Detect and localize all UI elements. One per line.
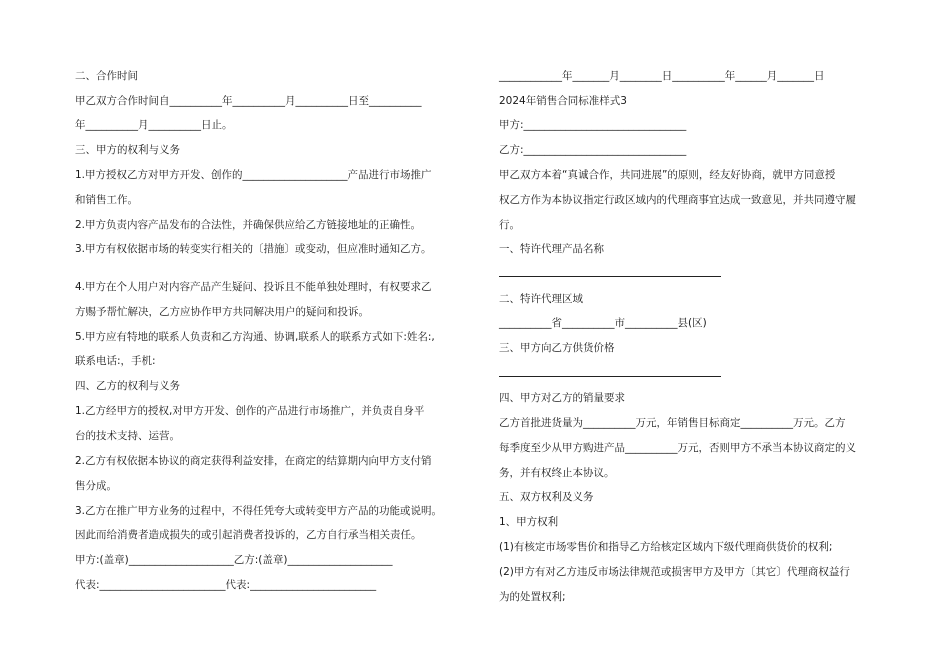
date-line: ____________年_______月________日__________年______月_______日 [499,70,825,82]
text-line: 1.乙方经甲方的授权,对甲方开发、创作的产品进行市场推广，并负责自身平 [75,405,425,417]
heading-party-a-rights: 三、甲方的权利与义务 [75,144,180,156]
party-a-field: 甲方:_______________________________ [499,119,687,131]
right-column [475,0,925,672]
text-line: 因此而给消费者造成损失的或引起消费者投诉的，乙方自行承当相关责任。 [75,529,422,541]
subheading-party-a-rights: 1、甲方权利 [499,516,559,528]
text-line: 联系电话:，手机: [75,355,156,367]
representative-line: 代表:________________________代表:________________________ [75,579,377,591]
blank-line [499,276,721,277]
signature-line: 甲方:(盖章)____________________乙方:(盖章)____________________ [75,554,393,566]
text-line: 为的处置权利; [499,591,566,603]
text-line: 年__________月__________日止。 [75,119,233,131]
heading-supply-price: 三、甲方向乙方供货价格 [499,342,615,354]
text-line: 和销售工作。 [75,194,138,206]
text-line: 3.甲方有权依据市场的转变实行相关的〔措施〕或变动，但应准时通知乙方。 [75,243,432,255]
party-b-field: 乙方:_______________________________ [499,144,687,156]
text-line: 甲乙双方合作时间自__________年__________月__________日至__________ [75,95,422,107]
text-line: 4.甲方在个人用户对内容产品产生疑问、投诉且不能单独处理时，有权要求乙 [75,281,432,293]
heading-sales-requirement: 四、甲方对乙方的销量要求 [499,392,625,404]
heading-cooperation-period: 二、合作时间 [75,70,138,82]
heading-product-name: 一、特许代理产品名称 [499,243,604,255]
heading-party-b-rights: 四、乙方的权利与义务 [75,380,180,392]
left-column [0,0,450,672]
document-title: 2024年销售合同标准样式3 [499,95,627,107]
text-line: 2.甲方负责内容产品发布的合法性，并确保供应给乙方链接地址的正确性。 [75,219,422,231]
text-line: 每季度至少从甲方购进产品__________万元，否则甲方不承当本协议商定的义 [499,442,856,454]
text-line: 台的技术支持、运营。 [75,430,180,442]
text-line: (2)甲方有对乙方违反市场法律规范或损害甲方及甲方〔其它〕代理商权益行 [499,566,850,578]
text-line: (1)有核定市场零售价和指导乙方给核定区域内下级代理商供货价的权利; [499,541,833,553]
heading-rights-obligations: 五、双方权利及义务 [499,491,594,503]
text-line: 甲乙双方本着“真诚合作，共同进展”的原则，经友好协商，就甲方同意授 [499,169,836,181]
text-line: 3.乙方在推广甲方业务的过程中，不得任凭夸大或转变甲方产品的功能或说明。 [75,505,443,517]
text-line: 方赐予帮忙解决，乙方应协作甲方共同解决用户的疑问和投诉。 [75,306,369,318]
text-line: 2.乙方有权依据本协议的商定获得利益安排，在商定的结算期内向甲方支付销 [75,455,432,467]
text-line: 5.甲方应有特地的联系人负责和乙方沟通、协调,联系人的联系方式如下:姓名:, [75,331,435,343]
text-line: 售分成。 [75,480,117,492]
text-line: 务，并有权终止本协议。 [499,467,615,479]
region-field: __________省__________市__________县(区) [499,317,707,329]
text-line: 行。 [499,219,520,231]
blank-line [499,376,721,377]
text-line: 乙方首批进货量为__________万元，年销售目标商定__________万元。乙方 [499,417,846,429]
heading-agency-region: 二、特许代理区域 [499,293,583,305]
text-line: 1.甲方授权乙方对甲方开发、创作的____________________产品进行市场推广 [75,169,432,181]
text-line: 权乙方作为本协议指定行政区域内的代理商事宜达成一致意见，并共同遵守履 [499,194,856,206]
